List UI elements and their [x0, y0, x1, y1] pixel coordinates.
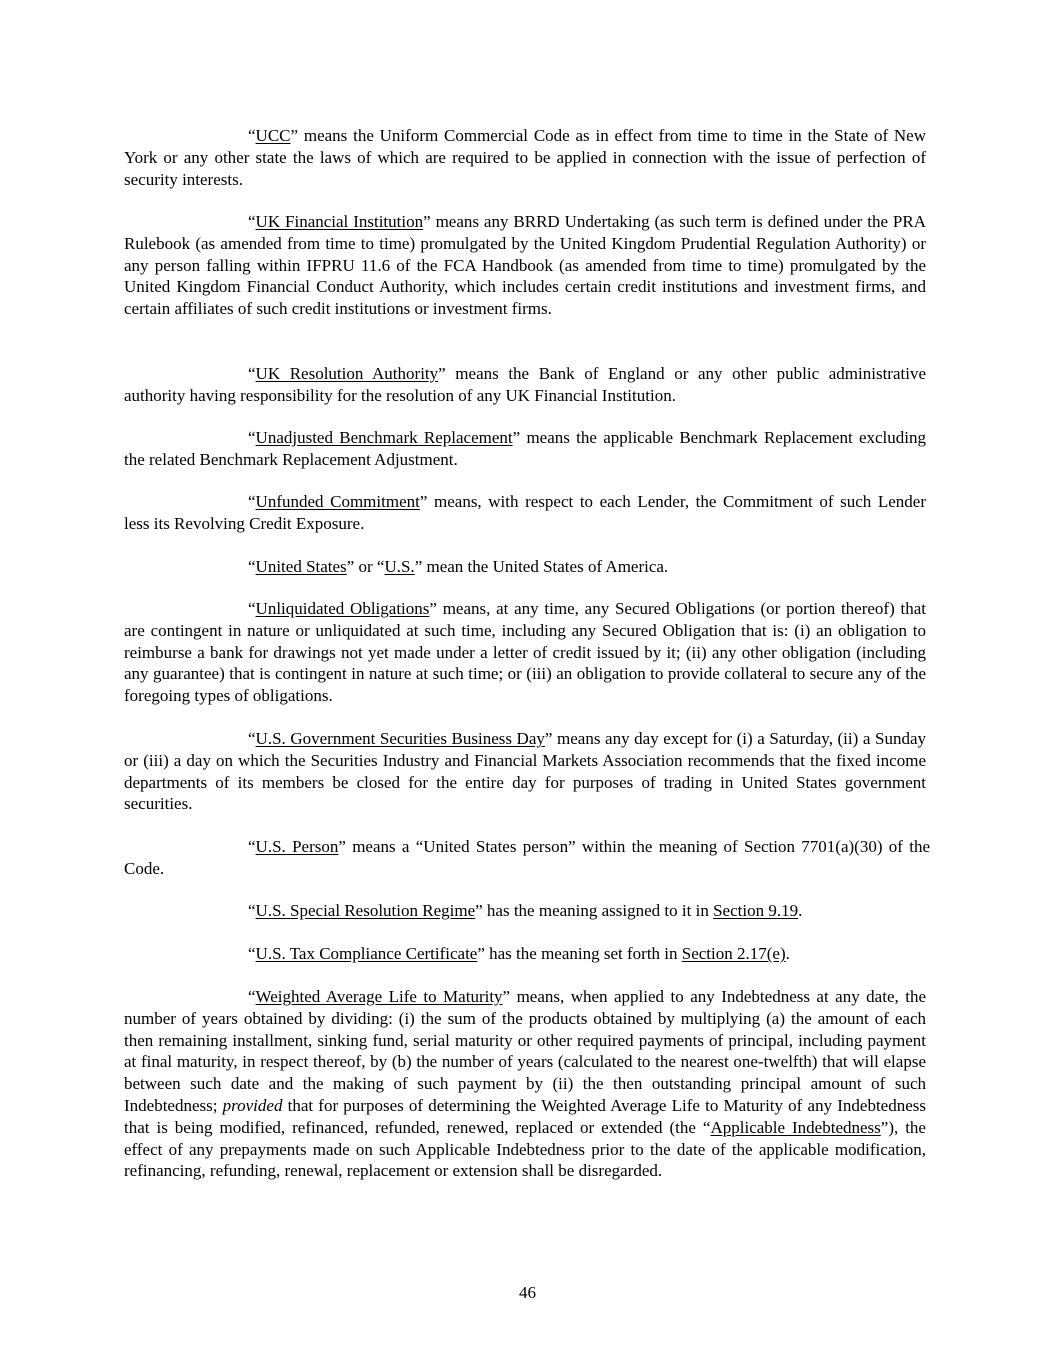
defined-term: Unfunded Commitment: [255, 492, 420, 511]
definition-text: means the Bank of England or any other public administrative authority having responsibility for the resolution of any UK Financial Institution.: [124, 364, 926, 405]
section-reference: Section 2.17(e): [681, 944, 786, 963]
defined-term: Unliquidated Obligations: [255, 599, 430, 618]
definition-uk-resolution-authority: “UK Resolution Authority” means the Bank of England or any other public administrative authority having responsibility for the resolution of any UK Financial Institution.: [124, 364, 926, 405]
defined-term: UK Financial Institution: [255, 212, 424, 231]
defined-term: Unadjusted Benchmark Replacement: [255, 428, 513, 447]
inner-defined-term: Applicable Indebtedness: [710, 1117, 881, 1137]
defined-term: United States: [255, 557, 347, 576]
defined-term: U.S. Special Resolution Regime: [255, 901, 476, 920]
section-reference: Section 9.19: [713, 901, 799, 920]
definition-text: means any BRRD Undertaking (as such term is defined under the PRA Rulebook (as amended from time to time) promulgated by the United Kingdom Prudential Regulation Authority) or any person falling within IFPRU 11.6 of the FCA Handbook (as amended from time to time) promulgated by the United Kingdom Financial Conduct Authority, which includes certain credit institutions and investment firms, and certain affiliates of such credit institutions or investment firms.: [124, 212, 926, 319]
definition-united-states: “United States” or “U.S.” mean the United States of America.: [248, 557, 669, 576]
definition-us-special-resolution-regime: “U.S. Special Resolution Regime” has the meaning assigned to it in Section 9.19.: [248, 901, 803, 920]
defined-term-alt: U.S.: [384, 557, 415, 576]
definition-unfunded-commitment: “Unfunded Commitment” means, with respect to each Lender, the Commitment of such Lender less its Revolving Credit Exposure.: [124, 492, 926, 533]
definition-text-end: ”), the effect of any prepayments made on such Applicable Indebtedness prior to the date of the applicable modification, refinancing, refunding, renewal, replacement or extension shall be disregarded.: [124, 1117, 926, 1181]
defined-term: U.S. Government Securities Business Day: [255, 729, 545, 748]
defined-term: Weighted Average Life to Maturity: [255, 987, 503, 1006]
definition-us-government-securities-business-day: “U.S. Government Securities Business Day” means any day except for (i) a Saturday, (ii) a Sunday or (iii) a day on which the Securities Industry and Financial Markets Association recommends that the fixed income departments of its members be closed for the entire day for purposes of trading in United States government securities.: [124, 729, 926, 814]
definition-text: has the meaning set forth in: [484, 944, 682, 963]
defined-term: U.S. Tax Compliance Certificate: [255, 944, 478, 963]
italic-proviso: provided: [222, 1095, 283, 1115]
definition-text: has the meaning assigned to it in: [482, 901, 714, 920]
defined-term: UK Resolution Authority: [255, 364, 439, 383]
defined-term: UCC: [255, 126, 291, 145]
definition-text: means any day except for (i) a Saturday, (ii) a Sunday or (iii) a day on which the Securities Industry and Financial Markets Association recommends that the fixed income departments of its members be closed for the entire day for purposes of trading in United States government securities.: [124, 729, 926, 814]
definition-text: means, with respect to each Lender, the Commitment of such Lender less its Revolving Credit Exposure.: [124, 492, 926, 533]
definition-text: means a “United States person” within the meaning of Section 7701(a)(30) of the Code.: [124, 837, 930, 878]
definition-us-tax-compliance-certificate: “U.S. Tax Compliance Certificate” has the meaning set forth in Section 2.17(e).: [248, 944, 790, 963]
definition-text: means, when applied to any Indebtedness at any date, the number of years obtained by dividing: (i) the sum of the products obtained by multiplying (a) the amount of each then remaining installment, sinking fund, serial maturity or other required payments of principal, including payment at final maturity, in respect thereof, by (b) the number of years (calculated to the nearest one-twelfth) that will elapse between such date and the making of such payment by (ii) the then outstanding principal amount of such Indebtedness;: [124, 987, 926, 1115]
definition-text: means the Uniform Commercial Code as in effect from time to time in the State of New York or any other state the laws of which are required to be applied in connection with the issue of perfection of security interests.: [124, 126, 926, 189]
definition-us-person: “U.S. Person” means a “United States person” within the meaning of Section 7701(a)(30) of the Code.: [124, 837, 930, 878]
definition-text-continued: that for purposes of determining the Weighted Average Life to Maturity of any Indebtedness that is being modified, refinanced, refunded, renewed, replaced or extended (the “: [124, 1095, 926, 1137]
page-number: 46: [519, 1283, 536, 1302]
definition-unliquidated-obligations: “Unliquidated Obligations” means, at any time, any Secured Obligations (or portion thereof) that are contingent in nature or unliquidated at such time, including any Secured Obligation that is: (i) an obligation to reimburse a bank for drawings not yet made under a letter of credit issued by it; (ii) any other obligation (including any guarantee) that is contingent in nature at such time; or (iii) an obligation to provide collateral to secure any of the foregoing types of obligations.: [124, 599, 926, 706]
defined-term: U.S. Person: [255, 837, 339, 856]
connector-text: or: [354, 557, 377, 576]
definition-unadjusted-benchmark-replacement: “Unadjusted Benchmark Replacement” means the applicable Benchmark Replacement excluding the related Benchmark Replacement Adjustment.: [124, 428, 926, 469]
definition-ucc: “UCC” means the Uniform Commercial Code as in effect from time to time in the State of New York or any other state the laws of which are required to be applied in connection with the issue of perfection of security interests.: [124, 126, 926, 189]
definition-weighted-average-life-to-maturity: “Weighted Average Life to Maturity” means, when applied to any Indebtedness at any date, the number of years obtained by dividing: (i) the sum of the products obtained by multiplying (a) the amount of each then remaining installment, sinking fund, serial maturity or other required payments of principal, including payment at final maturity, in respect thereof, by (b) the number of years (calculated to the nearest one-twelfth) that will elapse between such date and the making of such payment by (ii) the then outstanding principal amount of such Indebtedness; provided that for purposes of determining the Weighted Average Life to Maturity of any Indebtedness that is being modified, refinanced, refunded, renewed, replaced or extended (the “Applicable Indebtedness”), the effect of any prepayments made on such Applicable Indebtedness prior to the date of the applicable modification, refinancing, refunding, renewal, replacement or extension shall be disregarded.: [124, 987, 926, 1181]
definition-text: means, at any time, any Secured Obligations (or portion thereof) that are contingent in nature or unliquidated at such time, including any Secured Obligation that is: (i) an obligation to reimburse a bank for drawings not yet made under a letter of credit issued by it; (ii) any other obligation (including any guarantee) that is contingent in nature at such time; or (iii) an obligation to provide collateral to secure any of the foregoing types of obligations.: [124, 599, 926, 706]
definition-text: mean the United States of America.: [422, 557, 669, 576]
definition-uk-financial-institution: “UK Financial Institution” means any BRRD Undertaking (as such term is defined under the PRA Rulebook (as amended from time to time) promulgated by the United Kingdom Prudential Regulation Authority) or any person falling within IFPRU 11.6 of the FCA Handbook (as amended from time to time) promulgated by the United Kingdom Financial Conduct Authority, which includes certain credit institutions and investment firms, and certain affiliates of such credit institutions or investment firms.: [124, 212, 926, 319]
definition-text: means the applicable Benchmark Replacement excluding the related Benchmark Replacement Adjustment.: [124, 428, 926, 469]
